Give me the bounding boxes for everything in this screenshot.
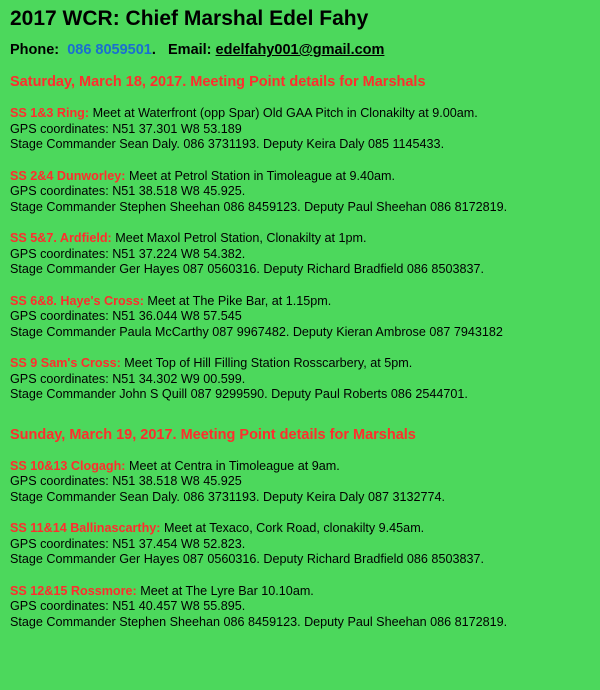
phone-label: Phone: <box>10 42 60 58</box>
stage-block <box>10 459 590 506</box>
stage-name: SS 2&4 Dunworley: <box>10 168 126 183</box>
stage-name: SS 10&13 Clogagh: <box>10 458 126 473</box>
stage-commander: Stage Commander John S Quill 087 9299590. Deputy Paul Roberts 086 2544701. <box>10 387 468 401</box>
day-heading-saturday: Saturday, March 18, 2017. Meeting Point details for Marshals <box>10 74 426 90</box>
phone-suffix: . <box>151 42 156 58</box>
stage-name: SS 12&15 Rossmore: <box>10 583 137 598</box>
stage-meet-line <box>10 231 590 247</box>
stage-meet-line <box>10 169 590 185</box>
phone-number[interactable]: 086 8059501 <box>67 42 152 58</box>
stage-block <box>10 356 590 403</box>
stage-gps: GPS coordinates: N51 40.457 W8 55.895. <box>10 599 246 613</box>
email-link[interactable]: edelfahy001@gmail.com <box>215 42 385 58</box>
stage-block <box>10 169 590 216</box>
stage-gps: GPS coordinates: N51 38.518 W8 45.925 <box>10 474 242 488</box>
stage-name: SS 5&7. Ardfield: <box>10 231 112 245</box>
page-title <box>10 6 590 32</box>
stage-commander: Stage Commander Ger Hayes 087 0560316. Deputy Richard Bradfield 086 8503837. <box>10 262 484 276</box>
stage-gps: GPS coordinates: N51 37.454 W8 52.823. <box>10 536 246 551</box>
stage-block <box>10 584 590 631</box>
stage-meet-line <box>10 356 590 372</box>
stage-meet: Meet Top of Hill Filling Station Rosscarbery, at 5pm. <box>120 356 413 370</box>
stage-name: SS 6&8. Haye's Cross: <box>10 293 144 308</box>
stage-meet: Meet at The Pike Bar, at 1.15pm. <box>143 293 332 308</box>
stage-name: SS 1&3 Ring: <box>10 106 90 120</box>
stage-block <box>10 294 590 341</box>
stage-meet-line <box>10 106 590 122</box>
stage-meet-line <box>10 459 590 475</box>
stage-commander: Stage Commander Stephen Sheehan 086 8459123. Deputy Paul Sheehan 086 8172819. <box>10 199 508 214</box>
stage-gps: GPS coordinates: N51 36.044 W8 57.545 <box>10 309 242 323</box>
stage-meet-line <box>10 521 590 537</box>
stage-commander: Stage Commander Stephen Sheehan 086 8459123. Deputy Paul Sheehan 086 8172819. <box>10 614 508 629</box>
stage-meet-line <box>10 294 590 310</box>
stage-meet: Meet at The Lyre Bar 10.10am. <box>136 583 314 598</box>
stage-meet: Meet at Waterfront (opp Spar) Old GAA Pitch in Clonakilty at 9.00am. <box>89 106 478 120</box>
stage-meet: Meet at Petrol Station in Timoleague at 9.40am. <box>125 168 396 183</box>
stage-commander: Stage Commander Paula McCarthy 087 9967482. Deputy Kieran Ambrose 087 7943182 <box>10 324 503 339</box>
stage-gps: GPS coordinates: N51 38.518 W8 45.925. <box>10 184 246 198</box>
stage-gps: GPS coordinates: N51 34.302 W9 00.599. <box>10 371 246 386</box>
title-name: Edel Fahy <box>263 7 369 30</box>
stage-block <box>10 106 590 153</box>
stage-meet: Meet Maxol Petrol Station, Clonakilty at 1pm. <box>111 231 367 245</box>
contact-line <box>10 40 590 60</box>
stage-gps: GPS coordinates: N51 37.301 W8 53.189 <box>10 121 242 136</box>
stage-gps: GPS coordinates: N51 37.224 W8 54.382. <box>10 246 246 261</box>
title-main: 2017 WCR: Chief Marshal <box>10 7 264 30</box>
stage-meet: Meet at Centra in Timoleague at 9am. <box>125 458 340 473</box>
stage-commander: Stage Commander Ger Hayes 087 0560316. Deputy Richard Bradfield 086 8503837. <box>10 552 484 566</box>
day-heading-sunday: Sunday, March 19, 2017. Meeting Point details for Marshals <box>10 426 416 443</box>
stage-meet-line <box>10 584 590 600</box>
email-label: Email: <box>168 42 212 58</box>
stage-block <box>10 231 590 278</box>
stage-block <box>10 521 590 568</box>
stage-name: SS 11&14 Ballinascarthy: <box>10 521 161 535</box>
stage-commander: Stage Commander Sean Daly. 086 3731193. Deputy Keira Daly 085 1145433. <box>10 137 445 151</box>
stage-commander: Stage Commander Sean Daly. 086 3731193. Deputy Keira Daly 087 3132774. <box>10 489 445 504</box>
stage-name: SS 9 Sam's Cross: <box>10 356 121 370</box>
stage-meet: Meet at Texaco, Cork Road, clonakilty 9.45am. <box>160 521 425 535</box>
